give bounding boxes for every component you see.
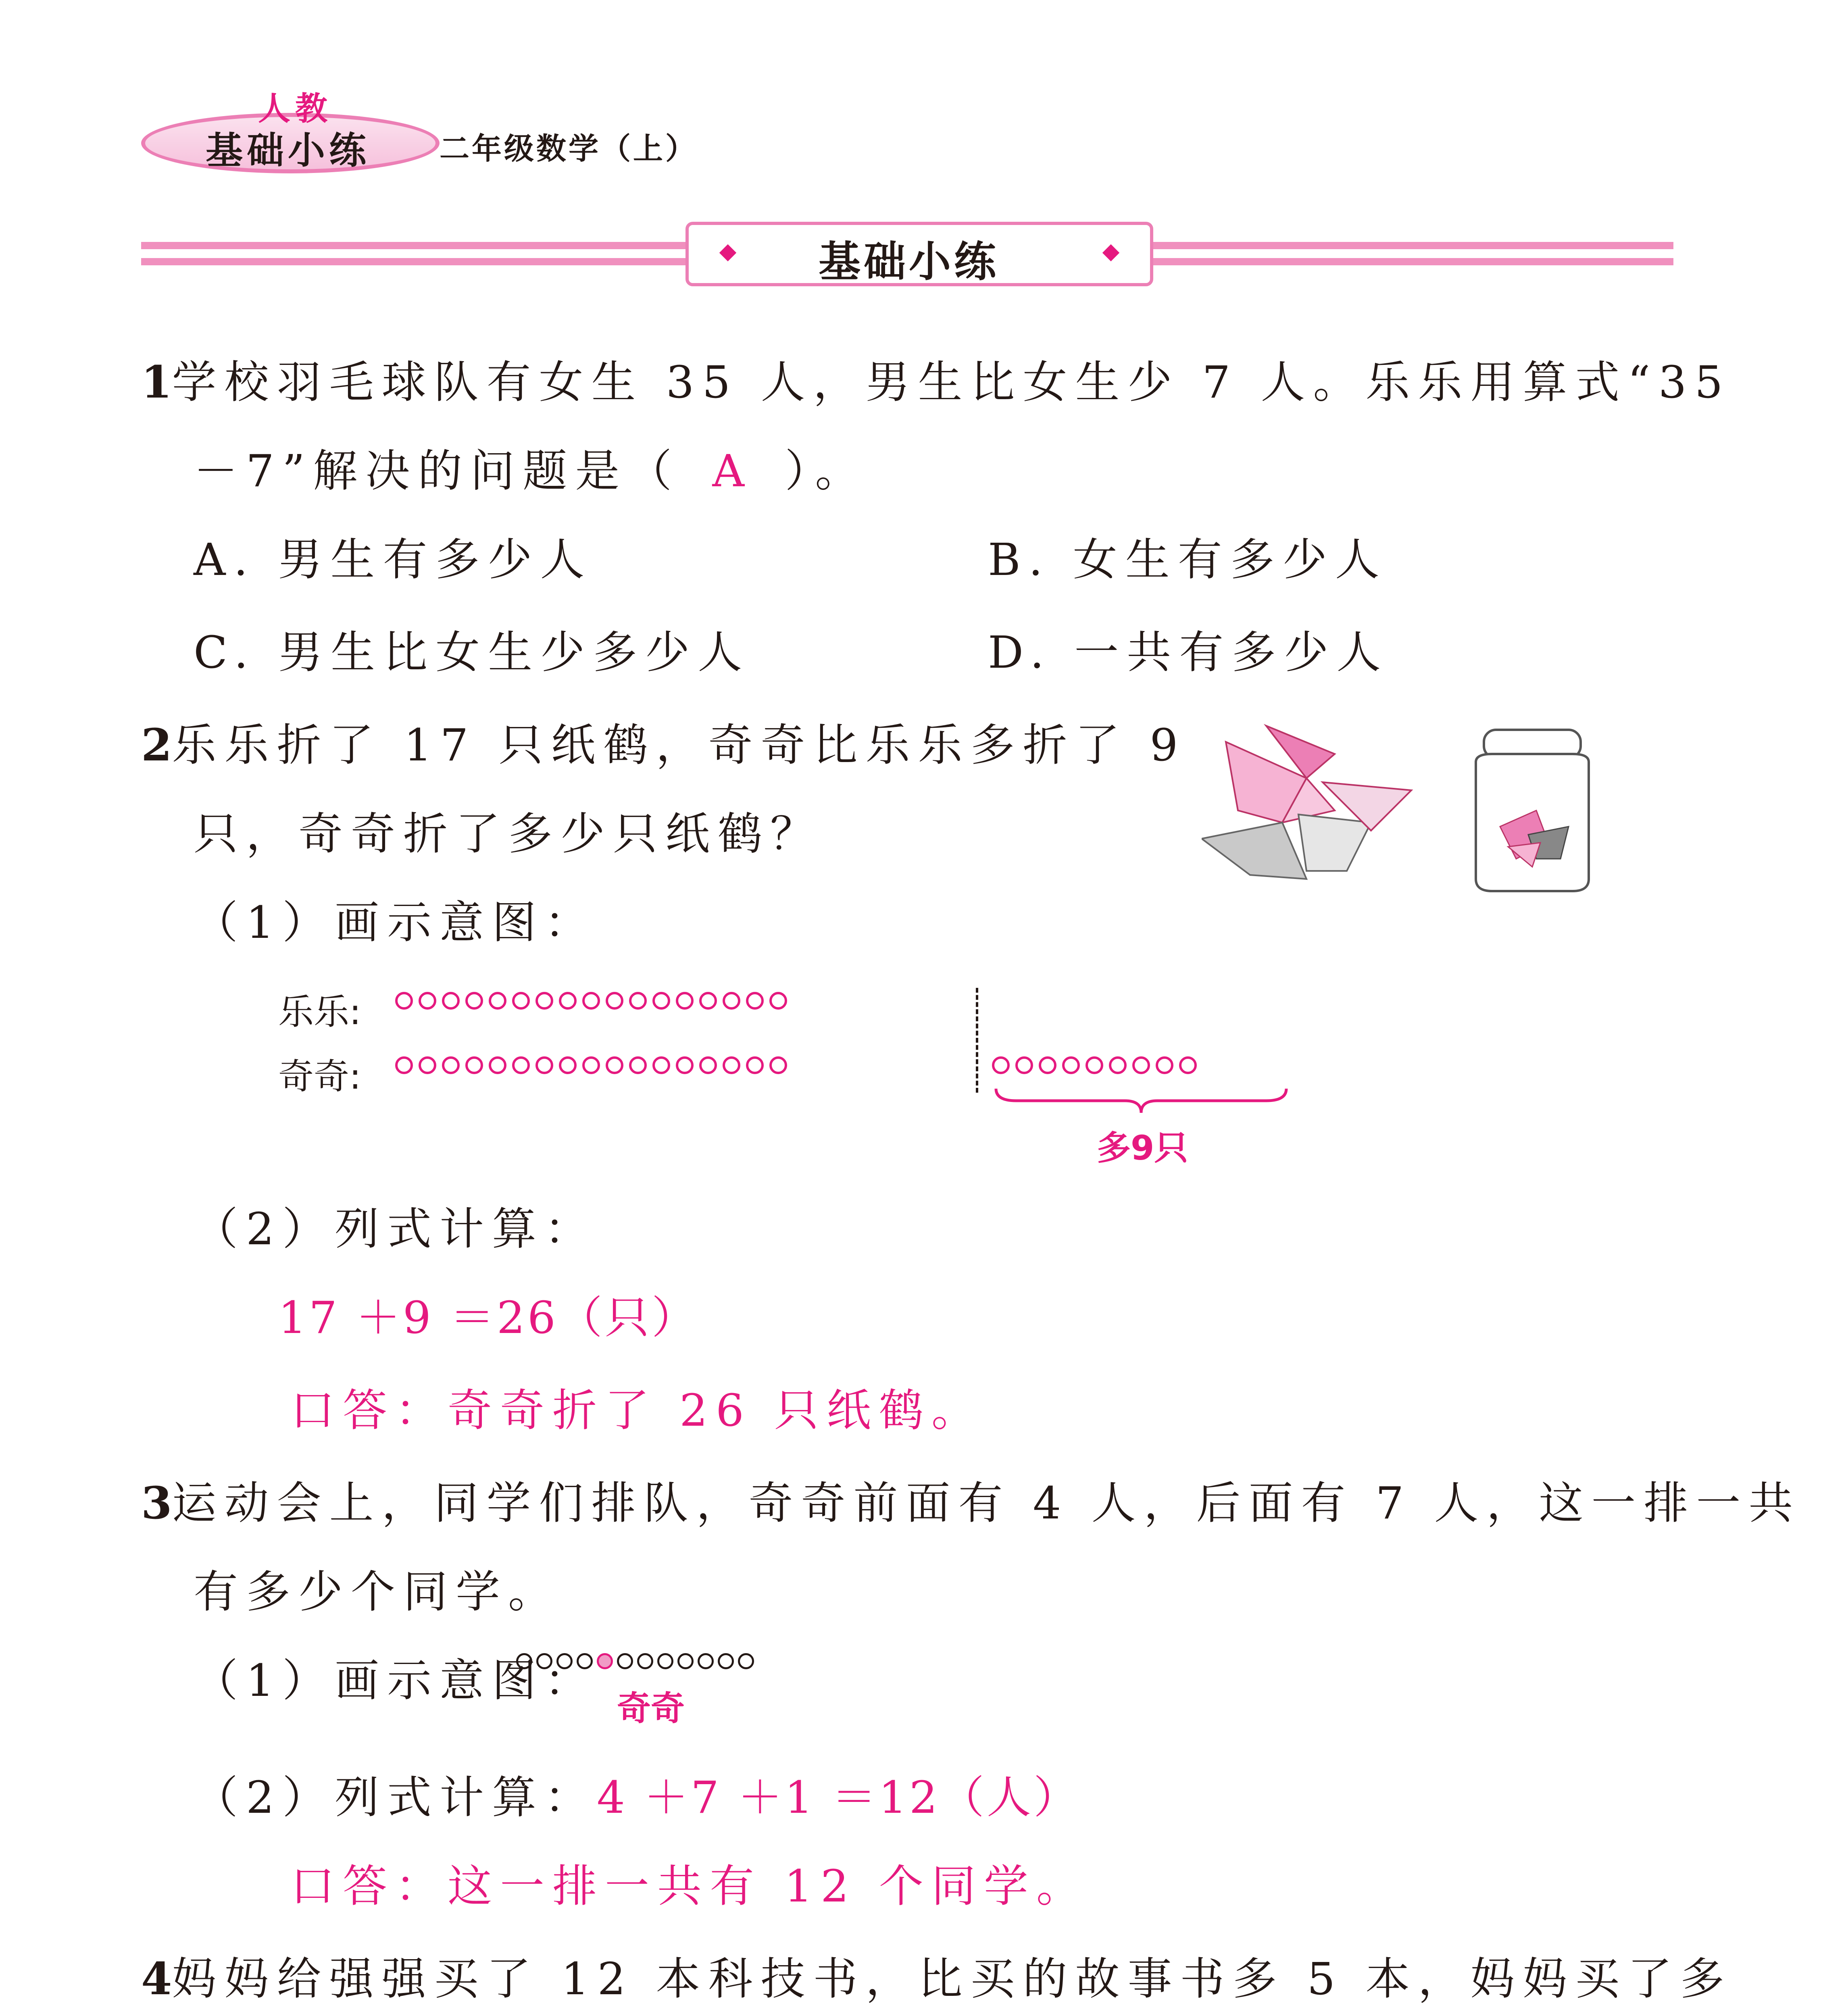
circle-mark: [723, 992, 740, 1010]
qiqi-marker: [597, 1653, 613, 1669]
circle-mark: [992, 1056, 1010, 1074]
circle-mark: [535, 992, 553, 1010]
circle-mark: [699, 1056, 717, 1074]
student-circle: [738, 1653, 754, 1669]
q1-line2: －7”解决的问题是（ A ）。: [194, 445, 868, 497]
circle-mark: [652, 992, 670, 1010]
q3-part1: （1）画示意图：: [194, 1655, 597, 1706]
circle-mark: [582, 1056, 600, 1074]
circle-mark: [465, 1056, 483, 1074]
q4-line1: 4妈妈给强强买了 12 本科技书，比买的故事书多 5 本，妈妈买了多: [141, 1953, 1733, 2005]
qiqi-dot-row: [395, 1056, 793, 1081]
circle-mark: [606, 992, 623, 1010]
student-circle: [577, 1653, 593, 1669]
q3-line2: 有多少个同学。: [194, 1566, 560, 1618]
q1-option-c: C. 男生比女生少多少人: [194, 627, 750, 678]
q3-answer: 口答：这一排一共有 12 个同学。: [290, 1860, 1089, 1912]
circle-mark: [419, 992, 436, 1010]
qiqi-label: 奇奇:: [278, 1056, 361, 1097]
circle-mark: [442, 1056, 460, 1074]
q2-answer: 口答：奇奇折了 26 只纸鹤。: [290, 1385, 984, 1436]
circle-mark: [582, 992, 600, 1010]
edition-label: 人教: [258, 90, 332, 127]
lele-label: 乐乐:: [278, 991, 361, 1033]
circle-mark: [419, 1056, 436, 1074]
circle-mark: [489, 992, 506, 1010]
circle-mark: [442, 992, 460, 1010]
circle-mark: [769, 1056, 787, 1074]
circle-mark: [395, 992, 413, 1010]
student-circle: [617, 1653, 633, 1669]
circle-mark: [652, 1056, 670, 1074]
brace: [992, 1085, 1290, 1117]
divider-dashed: [976, 988, 978, 1093]
q3-part2: （2）列式计算：4 ＋7 ＋1 ＝12（人）: [194, 1772, 1080, 1823]
series-title: 基础小练: [206, 129, 371, 172]
circle-mark: [1015, 1056, 1033, 1074]
q2-line2: 只，奇奇折了多少只纸鹤？: [194, 808, 823, 860]
student-circle: [556, 1653, 573, 1669]
circle-mark: [629, 992, 647, 1010]
circle-mark: [1179, 1056, 1197, 1074]
circle-mark: [535, 1056, 553, 1074]
circle-mark: [395, 1056, 413, 1074]
divider-left: [141, 258, 685, 265]
queue-dot-row: [516, 1653, 758, 1677]
q1-option-a: A. 男生有多少人: [194, 534, 593, 585]
q1-option-b: B. 女生有多少人: [988, 534, 1388, 585]
student-circle: [536, 1653, 552, 1669]
circle-mark: [465, 992, 483, 1010]
subject-label: 二年级数学（上）: [440, 131, 698, 166]
q1-line1: 1学校羽毛球队有女生 35 人，男生比女生少 7 人。乐乐用算式“35: [141, 356, 1731, 408]
q3-equation: 4 ＋7 ＋1 ＝12（人）: [597, 1772, 1080, 1823]
circle-mark: [489, 1056, 506, 1074]
circle-mark: [699, 992, 717, 1010]
circle-mark: [1132, 1056, 1150, 1074]
circle-mark: [559, 992, 577, 1010]
divider-left: [141, 242, 685, 249]
q1-option-d: D. 一共有多少人: [988, 627, 1389, 678]
section-title: 基础小练: [819, 237, 1000, 286]
student-circle: [657, 1653, 673, 1669]
lele-dot-row: [395, 992, 793, 1016]
q2-part2: （2）列式计算：: [194, 1203, 597, 1255]
circle-mark: [746, 992, 764, 1010]
circle-mark: [629, 1056, 647, 1074]
q2-equation: 17 ＋9 ＝26（只）: [278, 1292, 698, 1343]
circle-mark: [512, 992, 530, 1010]
q3-line1: 3运动会上，同学们排队，奇奇前面有 4 人，后面有 7 人，这一排一共: [141, 1477, 1801, 1529]
q2-line1: 2乐乐折了 17 只纸鹤，奇奇比乐乐多折了 9: [141, 719, 1186, 771]
brace-label: 多9只: [1097, 1128, 1188, 1168]
circle-mark: [606, 1056, 623, 1074]
circle-mark: [1156, 1056, 1173, 1074]
extra-dot-row: [992, 1056, 1202, 1081]
student-circle: [718, 1653, 734, 1669]
circle-mark: [512, 1056, 530, 1074]
circle-mark: [746, 1056, 764, 1074]
paper-crane-icon: [1202, 718, 1427, 887]
circle-mark: [676, 992, 694, 1010]
divider-right: [1153, 242, 1673, 249]
circle-mark: [676, 1056, 694, 1074]
circle-mark: [723, 1056, 740, 1074]
divider-right: [1153, 258, 1673, 265]
student-circle: [698, 1653, 714, 1669]
q2-part1: （1）画示意图：: [194, 897, 597, 948]
student-circle: [516, 1653, 532, 1669]
circle-mark: [1062, 1056, 1080, 1074]
circle-mark: [769, 992, 787, 1010]
jar-icon: [1468, 726, 1597, 895]
circle-mark: [1039, 1056, 1056, 1074]
student-circle: [677, 1653, 694, 1669]
q1-answer: A: [712, 445, 752, 497]
circle-mark: [559, 1056, 577, 1074]
qiqi-marker-label: 奇奇: [617, 1689, 685, 1728]
circle-mark: [1086, 1056, 1103, 1074]
circle-mark: [1109, 1056, 1127, 1074]
student-circle: [637, 1653, 653, 1669]
